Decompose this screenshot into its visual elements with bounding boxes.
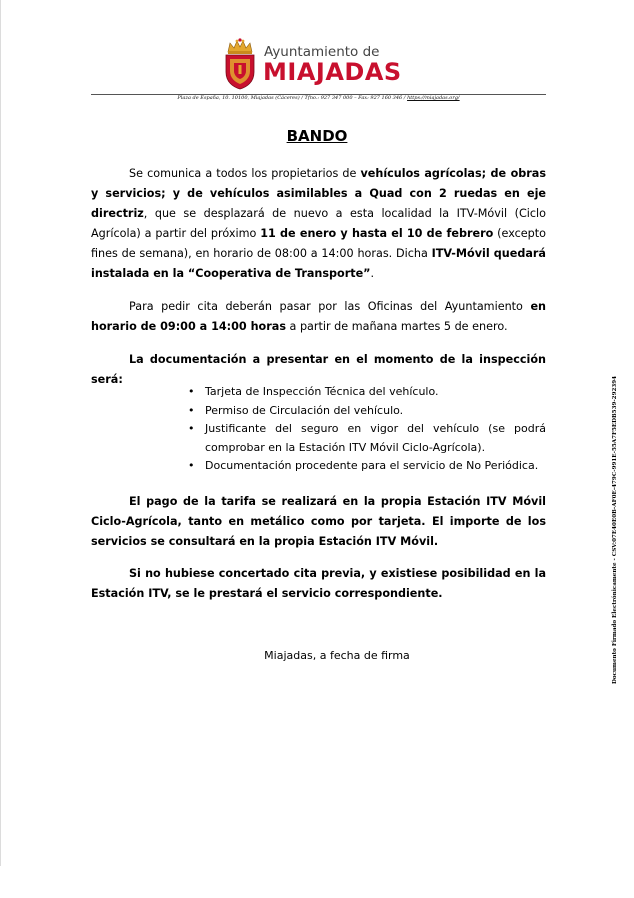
list-item: • Permiso de Circulación del vehículo. [91,402,546,421]
page-title: BANDO [286,127,348,145]
bullet-icon: • [188,385,195,398]
list-item: • Tarjeta de Inspección Técnica del vehículo. [91,383,546,402]
coat-of-arms-logo [222,38,258,90]
documents-list [91,383,546,476]
no-appointment-paragraph: Si no hubiese concertado cita previa, y existiese posibilidad en la Estación ITV, se le prestará el servicio correspondiente. [91,567,546,600]
bullet-icon: • [188,403,195,417]
signature-verification-note: Documento Firmado Electrónicamente - CSV:07E40E0B-AF0E-479C-991E-55A7F5EDB539-292394 [612,375,618,684]
payment-paragraph: El pago de la tarifa se realizará en la propia Estación ITV Móvil Ciclo-Agrícola, tanto en metálico como por tarjeta. El importe de los servicios se consultará en la propia Estación ITV Móvil. [91,495,546,548]
website-link[interactable]: https://miajadas.org/ [407,95,460,101]
list-item: • Documentación procedente para el servicio de No Periódica. [91,457,546,476]
closing-line: Miajadas, a fecha de firma [264,649,410,662]
bullet-icon: • [188,422,195,435]
list-item: • Justificante del seguro en vigor del vehículo (se podrá comprobar en la Estación ITV Móvil Ciclo-Agrícola). [188,422,546,454]
announcement-paragraph: Se comunica a todos los propietarios de vehículos agrícolas; de obras y servicios; y de vehículos asimilables a Quad con 2 ruedas en eje directriz, que se desplazará de nuevo a esta localidad la ITV-Móvil (Ciclo Agrícola) a partir del próximo 11 de enero y hasta el 10 de febrero (excepto fines de semana), en horario de 08:00 a 14:00 horas. Dicha ITV-Móvil quedará instalada en la “Cooperativa de Transporte”. [91,167,547,280]
org-name-main: MIAJADAS [263,58,402,86]
address-line [91,95,546,101]
appointment-paragraph: Para pedir cita deberán pasar por las Oficinas del Ayuntamiento en horario de 09:00 a 14:00 horas a partir de mañana martes 5 de enero. [91,300,546,333]
documents-heading: La documentación a presentar en el momento de la inspección será: [91,353,546,386]
bullet-icon: • [188,459,195,472]
org-name-top: Ayuntamiento de [264,44,380,60]
address-text: Plaza de España, 10. 10100, Miajadas (Cáceres) / Tfno.: 927 347 000 – Fax: 927 160 346 / [177,95,408,101]
